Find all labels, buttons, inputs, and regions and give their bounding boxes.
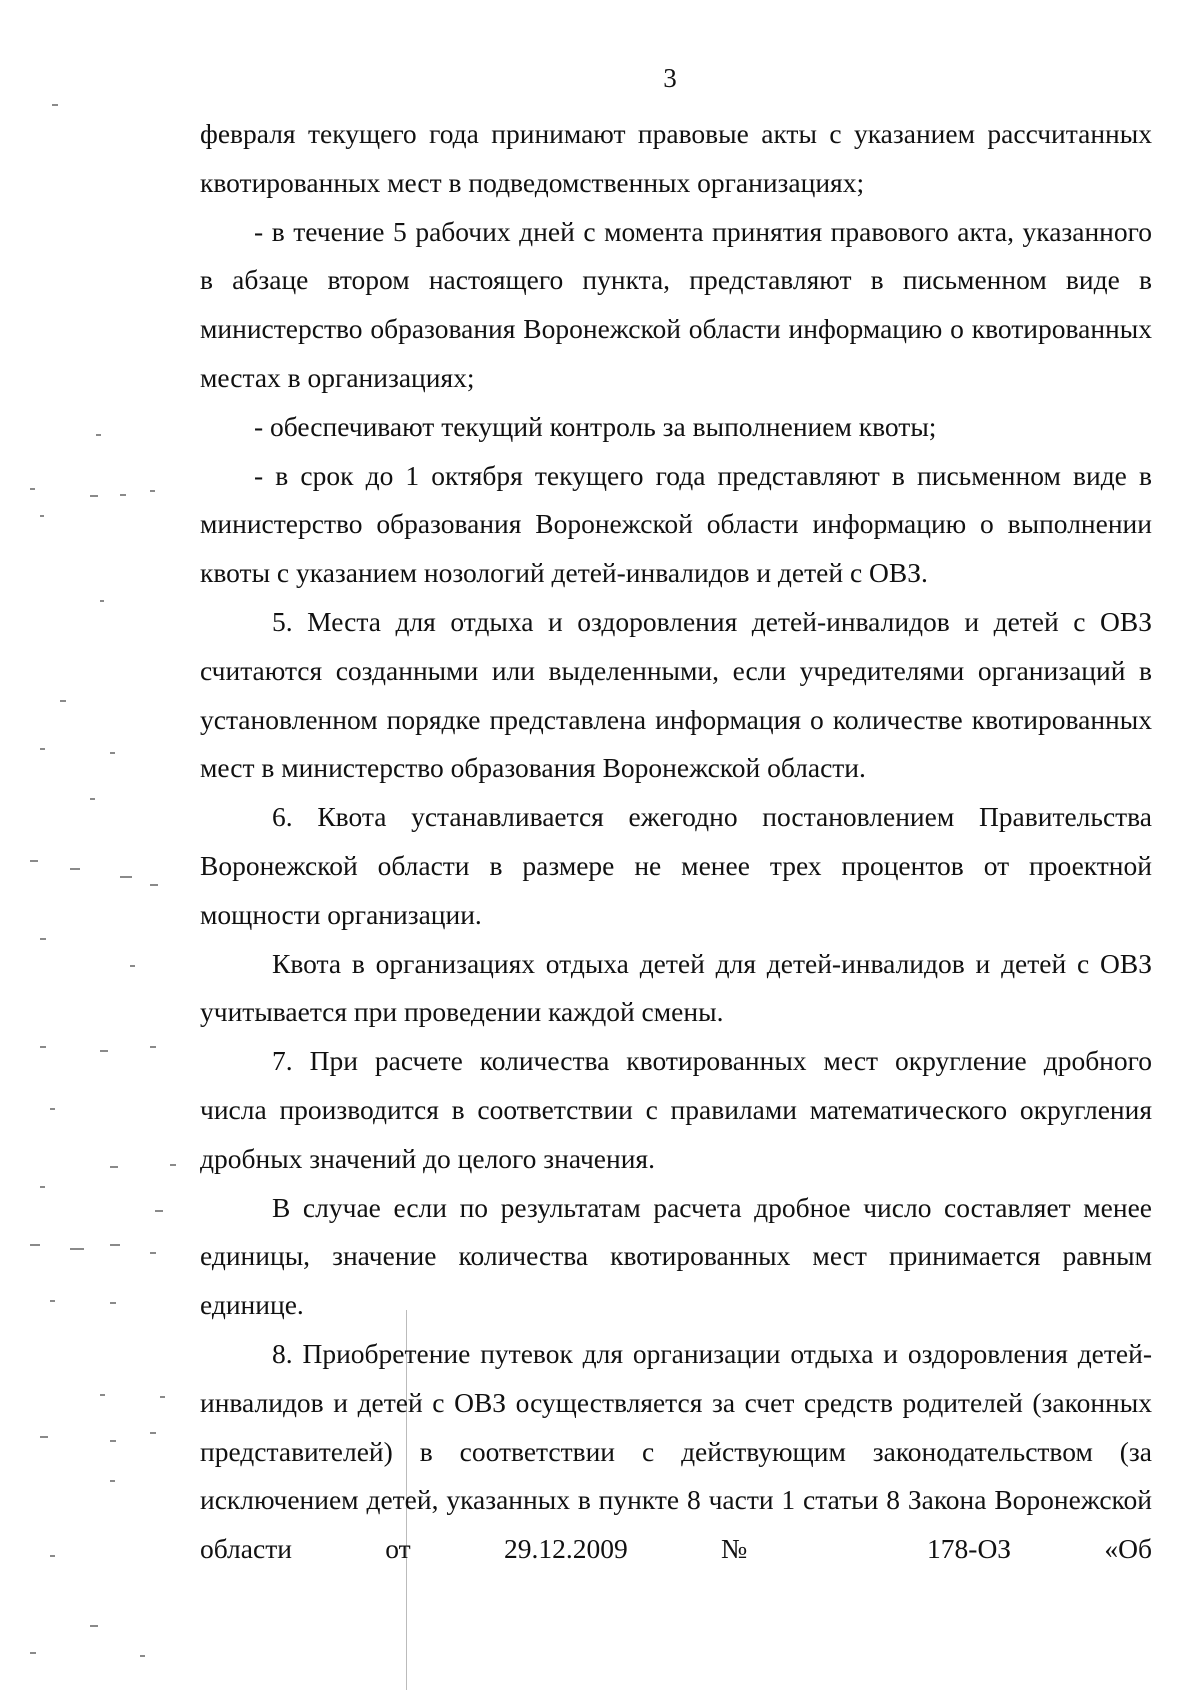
paragraph-item-5: 5. Места для отдыха и оздоровления детей-инвалидов и детей с ОВЗ считаются созданными или выделенными, если учредителями организаций в установленном порядке представлена информация о количестве квотированных мест в министерство образования Воронежской области. xyxy=(200,605,1152,784)
scan-artifacts xyxy=(0,0,200,1703)
paragraph-continuation: февраля текущего года принимают правовые акты с указанием рассчитанных квотированных мест в подведомственных организациях; xyxy=(200,118,1152,198)
paragraph-item-8: 8. Приобретение путевок для организации отдыха и оздоровления детей-инвалидов и детей с ОВЗ осуществляется за счет средств родителей (законных представителей) в соответствии с действующим законодательством (за исключением детей, указанных в пункте 8 части 1 статьи 8 Закона Воронежской области от 29.12.2009 № 178-ОЗ «Об xyxy=(200,1337,1152,1565)
document-body xyxy=(200,110,1152,1574)
paragraph-list-item-october-report: - в срок до 1 октября текущего года представляют в письменном виде в министерство образования Воронежской области информацию о выполнении квоты с указанием нозологий детей-инвалидов и детей с ОВЗ. xyxy=(200,459,1152,589)
paragraph-quota-per-shift: Квота в организациях отдыха детей для детей-инвалидов и детей с ОВЗ учитывается при проведении каждой смены. xyxy=(200,947,1152,1028)
paragraph-list-item-control: - обеспечивают текущий контроль за выполнением квоты; xyxy=(254,410,937,442)
paragraph-item-6: 6. Квота устанавливается ежегодно постановлением Правительства Воронежской области в размере не менее трех процентов от проектной мощности организации. xyxy=(200,801,1152,930)
paragraph-list-item-submit-info: - в течение 5 рабочих дней с момента принятия правового акта, указанного в абзаце втором настоящего пункта, представляют в письменном виде в министерство образования Воронежской области информацию о квотированных местах в организациях; xyxy=(200,215,1152,393)
page-number: 3 xyxy=(663,63,677,93)
paragraph-rounding-rule: В случае если по результатам расчета дробное число составляет менее единицы, значение количества квотированных мест принимается равным единице. xyxy=(200,1191,1152,1321)
paragraph-item-7: 7. При расчете количества квотированных мест округление дробного числа производится в соответствии с правилами математического округления дробных значений до целого значения. xyxy=(200,1045,1152,1174)
